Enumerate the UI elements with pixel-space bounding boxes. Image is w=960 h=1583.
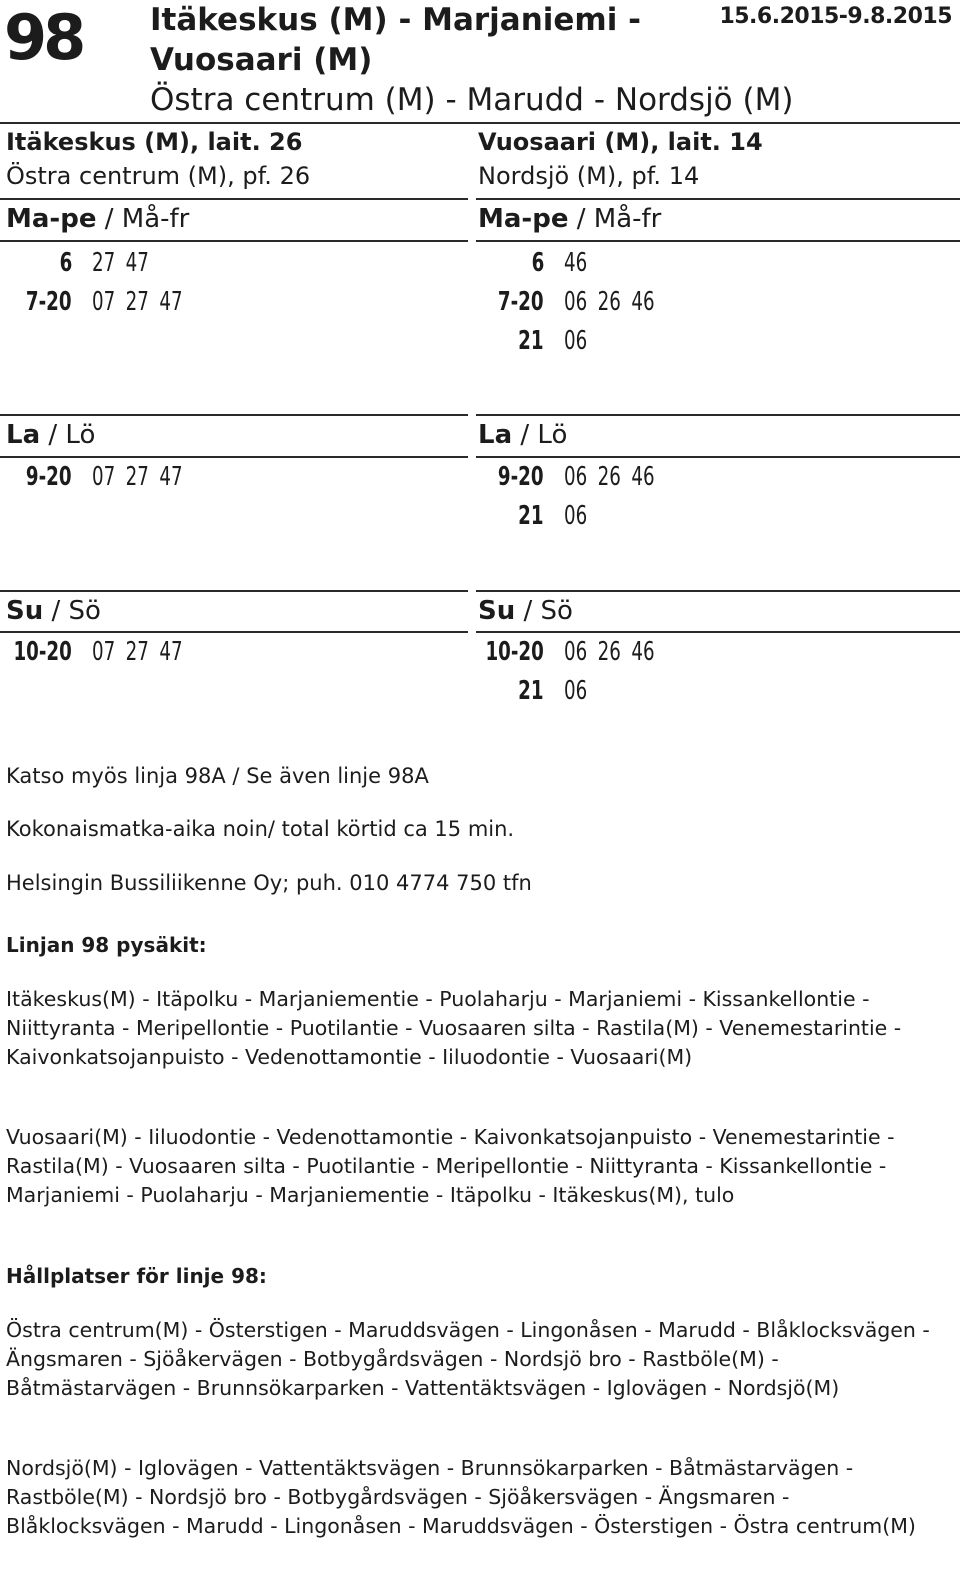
stops-heading-sv: Hållplatser för linje 98:: [6, 1264, 267, 1288]
line-number: 98: [4, 1, 83, 74]
header-divider: [0, 122, 960, 124]
left-weekday-label: Ma-pe / Må-fr: [6, 204, 190, 234]
right-stop-name-fi: Vuosaari (M), lait. 14: [478, 128, 763, 156]
left-sunday-label: Su / Sö: [6, 596, 101, 626]
right-weekday-rule-2: [476, 240, 960, 242]
see-also-note: Katso myös linja 98A / Se även linje 98A: [6, 764, 429, 788]
validity-period: 15.6.2015-9.8.2015: [719, 4, 952, 29]
left-stop-name-fi: Itäkeskus (M), lait. 26: [6, 128, 303, 156]
left-sunday-rule: [0, 590, 468, 592]
stops-inbound-sv: Nordsjö(M) - Iglovägen - Vattentäktsvägen - Brunnsökarparken - Båtmästarvägen - Rastböle(M) - Nordsjö bro - Botbygårdsvägen - Sjöåkersvägen - Ängsmaren - Blåklocksvägen - Marudd - Lingonåsen - Maruddsvägen - Österstigen - Östra centrum(M): [6, 1456, 916, 1538]
route-title-fi-2: Vuosaari (M): [150, 42, 373, 78]
right-sunday-rule-2: [476, 631, 960, 633]
left-weekday-rule-2: [0, 240, 468, 242]
right-weekday-rule: [476, 198, 960, 200]
route-title-fi-1: Itäkeskus (M) - Marjaniemi -: [150, 2, 642, 38]
right-saturday-label: La / Lö: [478, 420, 568, 450]
right-saturday-rule: [476, 414, 960, 416]
right-sunday-label: Su / Sö: [478, 596, 573, 626]
left-sunday-rule-2: [0, 631, 468, 633]
route-title-sv: Östra centrum (M) - Marudd - Nordsjö (M): [150, 82, 794, 118]
right-saturday-rule-2: [476, 456, 960, 458]
left-stop-name-sv: Östra centrum (M), pf. 26: [6, 162, 311, 190]
right-stop-name-sv: Nordsjö (M), pf. 14: [478, 162, 700, 190]
stops-outbound-sv: Östra centrum(M) - Österstigen - Maruddsvägen - Lingonåsen - Marudd - Blåklocksvägen - Ängsmaren - Sjöåkervägen - Botbygårdsvägen - Nordsjö bro - Rastböle(M) - Båtmästarvägen - Brunnsökarparken - Vattentäktsvägen - Iglovägen - Nordsjö(M): [6, 1318, 930, 1400]
operator-contact: Helsingin Bussiliikenne Oy; puh. 010 4774 750 tfn: [6, 871, 532, 895]
left-weekday-rule: [0, 198, 468, 200]
left-saturday-rule: [0, 414, 468, 416]
stops-inbound-fi: Vuosaari(M) - Iiluodontie - Vedenottamontie - Kaivonkatsojanpuisto - Venemestarintie - Rastila(M) - Vuosaaren silta - Puotilantie - Meripellontie - Niittyranta - Kissankellontie - Marjaniemi - Puolaharju - Marjaniementie - Itäpolku - Itäkeskus(M), tulo: [6, 1125, 895, 1207]
right-weekday-label: Ma-pe / Må-fr: [478, 204, 662, 234]
travel-time-note: Kokonaismatka-aika noin/ total körtid ca 15 min.: [6, 817, 515, 841]
left-saturday-label: La / Lö: [6, 420, 96, 450]
stops-outbound-fi: Itäkeskus(M) - Itäpolku - Marjaniementie - Puolaharju - Marjaniemi - Kissankellontie - Niittyranta - Meripellontie - Puotilantie - Vuosaaren silta - Rastila(M) - Venemestarintie - Kaivonkatsojanpuisto - Vedenottamontie - Iiluodontie - Vuosaari(M): [6, 987, 902, 1069]
stops-heading-fi: Linjan 98 pysäkit:: [6, 933, 207, 957]
left-saturday-rule-2: [0, 456, 468, 458]
right-sunday-rule: [476, 590, 960, 592]
